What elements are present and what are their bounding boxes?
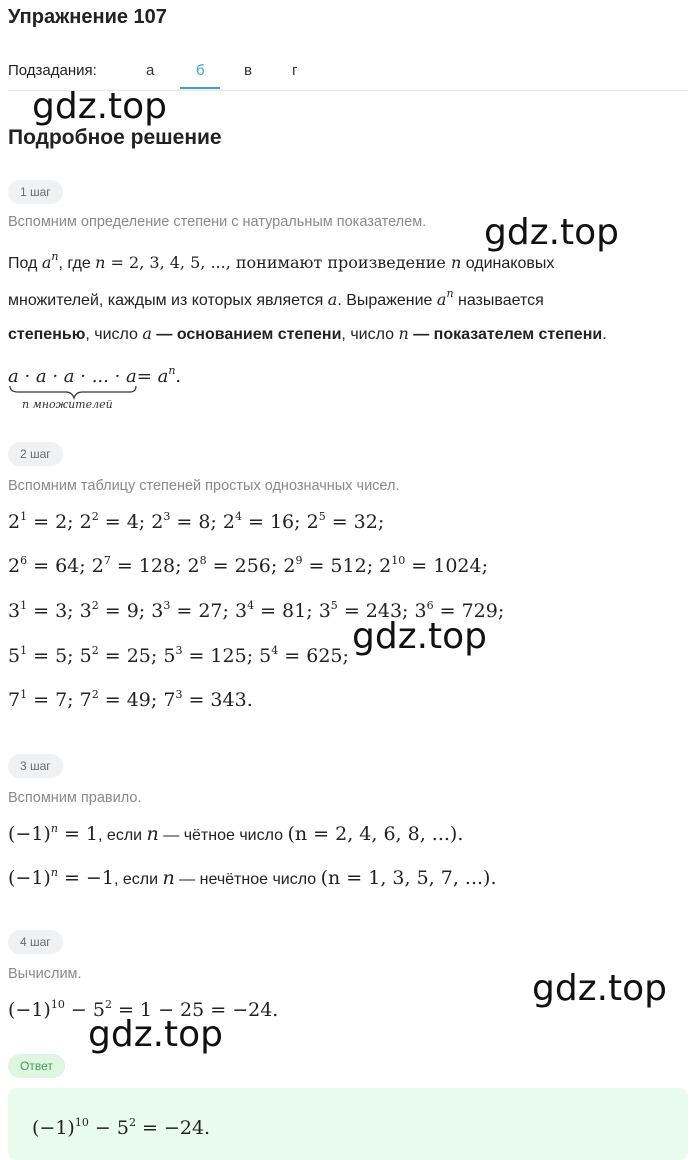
powers-row-1 [8, 510, 384, 533]
calculation: $(-1)^{10} - 5^2 = 1 - 25 = -24$. [8, 998, 279, 1021]
powers-row-2 [8, 554, 488, 577]
underbrace-label: n множителей [22, 398, 113, 411]
watermark: gdz.top [352, 616, 488, 657]
page-title: Упражнение 107 [8, 6, 167, 28]
power-entry: $3^6 = 729$; [414, 599, 505, 622]
active-tab-indicator [180, 87, 220, 89]
watermark: gdz.top [484, 212, 620, 253]
watermark: gdz.top [532, 968, 668, 1009]
answer-formula: $(-1)^{10} - 5^2 = -24$. [32, 1116, 211, 1139]
step-3-pill: 3 шаг [8, 754, 63, 778]
power-entry: $7^2 = 49$; [79, 688, 164, 711]
subtasks-label: Подзадания: [8, 62, 97, 79]
step-3-note: Вспомним правило. [8, 790, 142, 806]
answer-box [8, 1088, 688, 1160]
power-entry: $5^2 = 25$; [79, 644, 164, 667]
power-entry: $3^3 = 27$; [151, 599, 235, 622]
step-1-pill: 1 шаг [8, 180, 63, 204]
powers-row-4 [8, 644, 349, 667]
step-1-note: Вспомним определение степени с натуральным показателем. [8, 214, 427, 230]
power-entry: $7^1 = 7$; [8, 688, 80, 711]
step-1-line-3: степенью, число a — основанием степени, число n — показателем степени. [8, 324, 607, 343]
answer-pill: Ответ [8, 1054, 65, 1078]
power-entry: $2^6 = 64$; [8, 554, 92, 577]
power-entry: $3^4 = 81$; [234, 599, 319, 622]
power-entry: $2^3 = 8$; [151, 510, 223, 533]
step-1-line-1: Под $a^n$, где n = 2, 3, 4, 5, ..., понимают произведение n одинаковых [8, 250, 555, 272]
power-entry: $3^5 = 243$; [318, 599, 415, 622]
tab-v[interactable]: в [244, 62, 252, 79]
power-entry: $5^3 = 125$; [163, 644, 260, 667]
step-1-line-2: множителей, каждым из которых является a. Выражение $a^n$ называется [8, 287, 544, 309]
power-entry: $2^7 = 128$; [91, 554, 188, 577]
step-4-note: Вычислим. [8, 966, 82, 982]
solution-title: Подробное решение [8, 126, 222, 149]
powers-row-5 [8, 688, 253, 711]
power-entry: $7^3 = 343$. [163, 688, 253, 711]
power-entry: $2^2 = 4$; [79, 510, 152, 533]
step-2-note: Вспомним таблицу степеней простых однозначных чисел. [8, 478, 400, 494]
power-entry: $3^2 = 9$; [79, 599, 152, 622]
tab-a[interactable]: а [146, 62, 155, 79]
tab-g[interactable]: г [292, 62, 298, 79]
rule-even: $(-1)^n = 1$, если n — чётное число (n = 2, 4, 6, 8, ...). [8, 822, 464, 845]
power-entry: $5^1 = 5$; [8, 644, 80, 667]
power-entry: $5^4 = 625$; [259, 644, 349, 667]
rule-odd: $(-1)^n = -1$, если n — нечётное число (n = 1, 3, 5, 7, ...). [8, 866, 497, 889]
power-entry: $2^4 = 16$; [222, 510, 307, 533]
power-entry: $2^5 = 32$; [306, 510, 385, 533]
tab-b[interactable]: б [196, 62, 205, 79]
step-2-pill: 2 шаг [8, 442, 63, 466]
power-definition-formula: a · a · a · ... · $a= a^n$. [8, 364, 182, 387]
watermark: gdz.top [88, 1014, 224, 1055]
power-entry: $3^1 = 3$; [8, 599, 80, 622]
step-4-pill: 4 шаг [8, 930, 63, 954]
power-entry: $2^1 = 2$; [8, 510, 80, 533]
power-entry: $2^{10} = 1024$; [379, 554, 489, 577]
power-entry: $2^9 = 512$; [283, 554, 380, 577]
watermark: gdz.top [32, 86, 168, 127]
power-entry: $2^8 = 256$; [187, 554, 284, 577]
